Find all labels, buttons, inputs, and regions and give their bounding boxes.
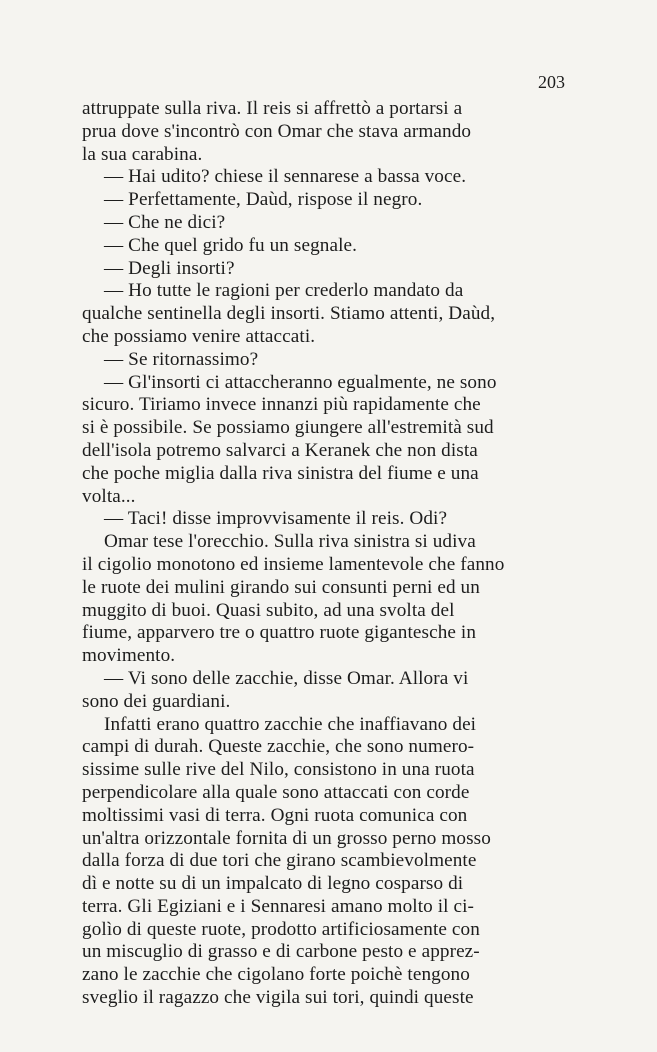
- text-line: — Che ne dici?: [104, 211, 226, 233]
- text-line: muggito di buoi. Quasi subito, ad una svolta del: [82, 599, 455, 621]
- text-line: sono dei guardiani.: [82, 690, 231, 712]
- text-line: — Hai udito? chiese il sennarese a bassa voce.: [104, 166, 467, 188]
- text-line: sissime sulle rive del Nilo, consistono in una ruota: [82, 759, 475, 781]
- text-line: — Che quel grido fu un segnale.: [104, 234, 358, 256]
- text-line: Omar tese l'orecchio. Sulla riva sinistra si udiva: [104, 531, 476, 553]
- text-line: volta...: [82, 485, 136, 507]
- text-line: moltissimi vasi di terra. Ogni ruota comunica con: [82, 804, 468, 826]
- text-line: attruppate sulla riva. Il reis si affrettò a portarsi a: [82, 98, 463, 119]
- text-line: terra. Gli Egiziani e i Sennaresi amano molto il ci-: [82, 895, 475, 917]
- text-line: dalla forza di due tori che girano scambievolmente: [82, 850, 477, 872]
- text-line: golìo di queste ruote, prodotto artificiosamente con: [82, 918, 480, 940]
- text-line: — Degli insorti?: [104, 257, 235, 279]
- text-line: perpendicolare alla quale sono attaccati con corde: [82, 781, 470, 803]
- text-line: zano le zacchie che cigolano forte poichè tengono: [82, 964, 470, 986]
- text-line: dì e notte su di un impalcato di legno cosparso di: [82, 873, 464, 895]
- text-line: prua dove s'incontrò con Omar che stava armando: [82, 120, 472, 142]
- text-line: che possiamo venire attaccati.: [82, 325, 316, 347]
- text-line: si è possibile. Se possiamo giungere all'estremità sud: [82, 417, 494, 439]
- text-line: la sua carabina.: [82, 143, 203, 165]
- text-line: Infatti erano quattro zacchie che inaffiavano dei: [104, 713, 477, 735]
- text-line: un miscuglio di grasso e di carbone pesto e apprez-: [82, 941, 480, 963]
- text-line: qualche sentinella degli insorti. Stiamo attenti, Daùd,: [82, 303, 496, 325]
- text-line: il cigolio monotono ed insieme lamentevole che fanno: [82, 553, 505, 575]
- text-line: sveglio il ragazzo che vigila sui tori, quindi queste: [82, 987, 474, 1009]
- body-text: [82, 98, 647, 1010]
- text-line: dell'isola potremo salvarci a Keranek che non dista: [82, 439, 478, 461]
- text-line: — Taci! disse improvvisamente il reis. Odi?: [104, 508, 448, 530]
- text-line: movimento.: [82, 645, 176, 667]
- text-line: — Ho tutte le ragioni per crederlo mandato da: [104, 280, 464, 302]
- text-line: — Se ritornassimo?: [104, 348, 259, 370]
- text-line: — Vi sono delle zacchie, disse Omar. Allora vi: [104, 667, 469, 689]
- text-line: — Perfettamente, Daùd, rispose il negro.: [104, 189, 423, 211]
- text-line: fiume, apparvero tre o quattro ruote gigantesche in: [82, 622, 477, 644]
- text-line: che poche miglia dalla riva sinistra del fiume e una: [82, 462, 479, 484]
- text-line: — Gl'insorti ci attaccheranno egualmente, ne sono: [104, 371, 497, 393]
- text-line: sicuro. Tiriamo invece innanzi più rapidamente che: [82, 394, 481, 416]
- text-line: le ruote dei mulini girando sui consunti perni ed un: [82, 576, 480, 598]
- text-line: un'altra orizzontale fornita di un grosso perno mosso: [82, 827, 491, 849]
- page-number: 203: [538, 72, 565, 92]
- text-line: campi di durah. Queste zacchie, che sono numero-: [82, 736, 475, 758]
